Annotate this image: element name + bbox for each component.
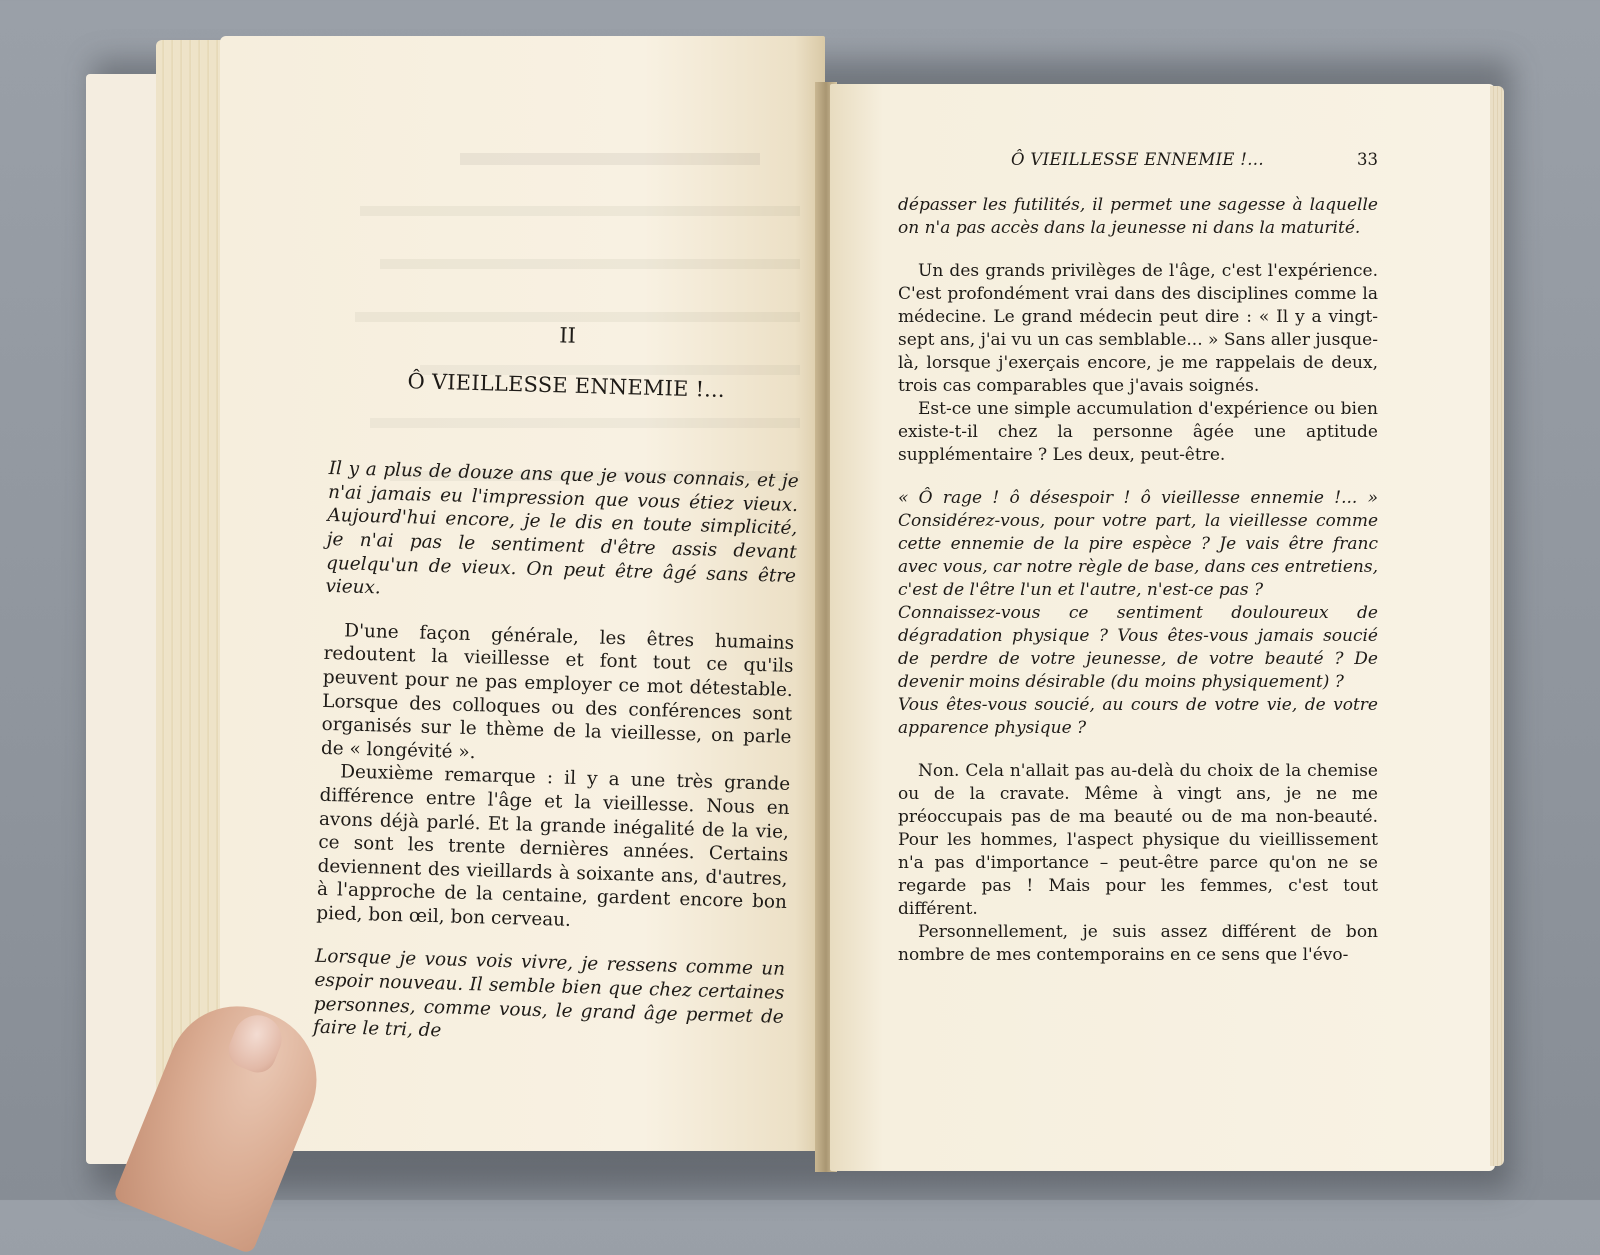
chapter-title: Ô VIEILLESSE ENNEMIE !... (407, 368, 726, 402)
right-paragraph-3: Est-ce une simple accumulation d'expérience ou bien existe-t-il chez la personne âgée une aptitude supplémentaire ? Les deux, peut-être. (898, 399, 1378, 465)
page-number: 33 (1357, 150, 1378, 169)
right-paragraph-7: Non. Cela n'allait pas au-delà du choix de la chemise ou de la cravate. Même à vingt ans, je ne me préoccupais pas de ma beauté ou de ma non-beauté. Pour les hommes, l'aspect physique du vieillissement n'a pas d'importance – peut-être parce qu'on ne se regarde pas ! Mais pour les femmes, c'est tout différent. (898, 761, 1378, 919)
right-paragraph-4: « Ô rage ! ô désespoir ! ô vieillesse ennemie !... » Considérez-vous, pour votre part, la vieillesse comme cette ennemie de la pire espèce ? Je vais être franc avec vous, car notre règle de base, dans ces entretiens, c'est de l'être l'un et l'autre, n'est-ce pas ? (898, 488, 1379, 600)
chapter-number: II (558, 323, 577, 348)
right-paragraph-2: Un des grands privilèges de l'âge, c'est l'expérience. C'est profondément vrai dans des disciplines comme la médecine. Le grand médecin peut dire : « Il y a vingt-sept ans, j'ai vu un cas semblable... » Sans aller jusque-là, lorsque j'exerçais encore, je me rappelais de deux, trois cas comparables que j'avais soignés. (898, 261, 1378, 396)
right-paragraph-8: Personnellement, je suis assez différent de bon nombre de mes contemporains en ce sens que l'évo- (898, 922, 1378, 965)
left-paragraph-3: Deuxième remarque : il y a une très grande différence entre l'âge et la vieillesse. Nous en avons déjà parlé. Et la grande inégalité de la vie, ce sont les trente dernières années. Certains deviennent des vieillards à soixante ans, d'autres, à l'approche de la centaine, gardent encore bon pied, bon œil, bon cerveau. (316, 761, 791, 931)
right-paragraph-1: dépasser les futilités, il permet une sagesse à laquelle on n'a pas accès dans la jeunesse ni dans la maturité. (898, 195, 1378, 238)
right-page-text (898, 194, 1378, 967)
page-stack-edge (156, 40, 226, 1150)
right-paragraph-6: Vous êtes-vous soucié, au cours de votre vie, de votre apparence physique ? (898, 695, 1378, 738)
left-paragraph-2: D'une façon générale, les êtres humains redoutent la vieillesse et font tout ce qu'ils peuvent pour ne pas employer ce mot détestable. Lorsque des colloques ou des conférences sont organisés sur le thème de la vieillesse, on parle de « longévité ». (320, 620, 795, 763)
left-paragraph-4: Lorsque je vous vois vivre, je ressens comme un espoir nouveau. Il semble bien que chez certaines personnes, comme vous, le grand âge permet de faire le tri, de (312, 946, 786, 1042)
left-paragraph-1: Il y a plus de douze ans que je vous connais, et je n'ai jamais eu l'impression que vous étiez vieux. Aujourd'hui encore, je le dis en toute simplicité, je n'ai pas le sentiment d'être assis devant quelqu'un de vieux. On peut être âgé sans être vieux. (325, 458, 799, 599)
right-page-edges (1490, 86, 1504, 1166)
left-page-text (313, 318, 803, 1053)
right-paragraph-5: Connaissez-vous ce sentiment douloureux de dégradation physique ? Vous êtes-vous jamais soucié de perdre de votre jeunesse, de votre beauté ? De devenir moins désirable (du moins physiquement) ? (898, 603, 1378, 692)
running-title: Ô VIEILLESSE ENNEMIE !... (1011, 150, 1264, 169)
